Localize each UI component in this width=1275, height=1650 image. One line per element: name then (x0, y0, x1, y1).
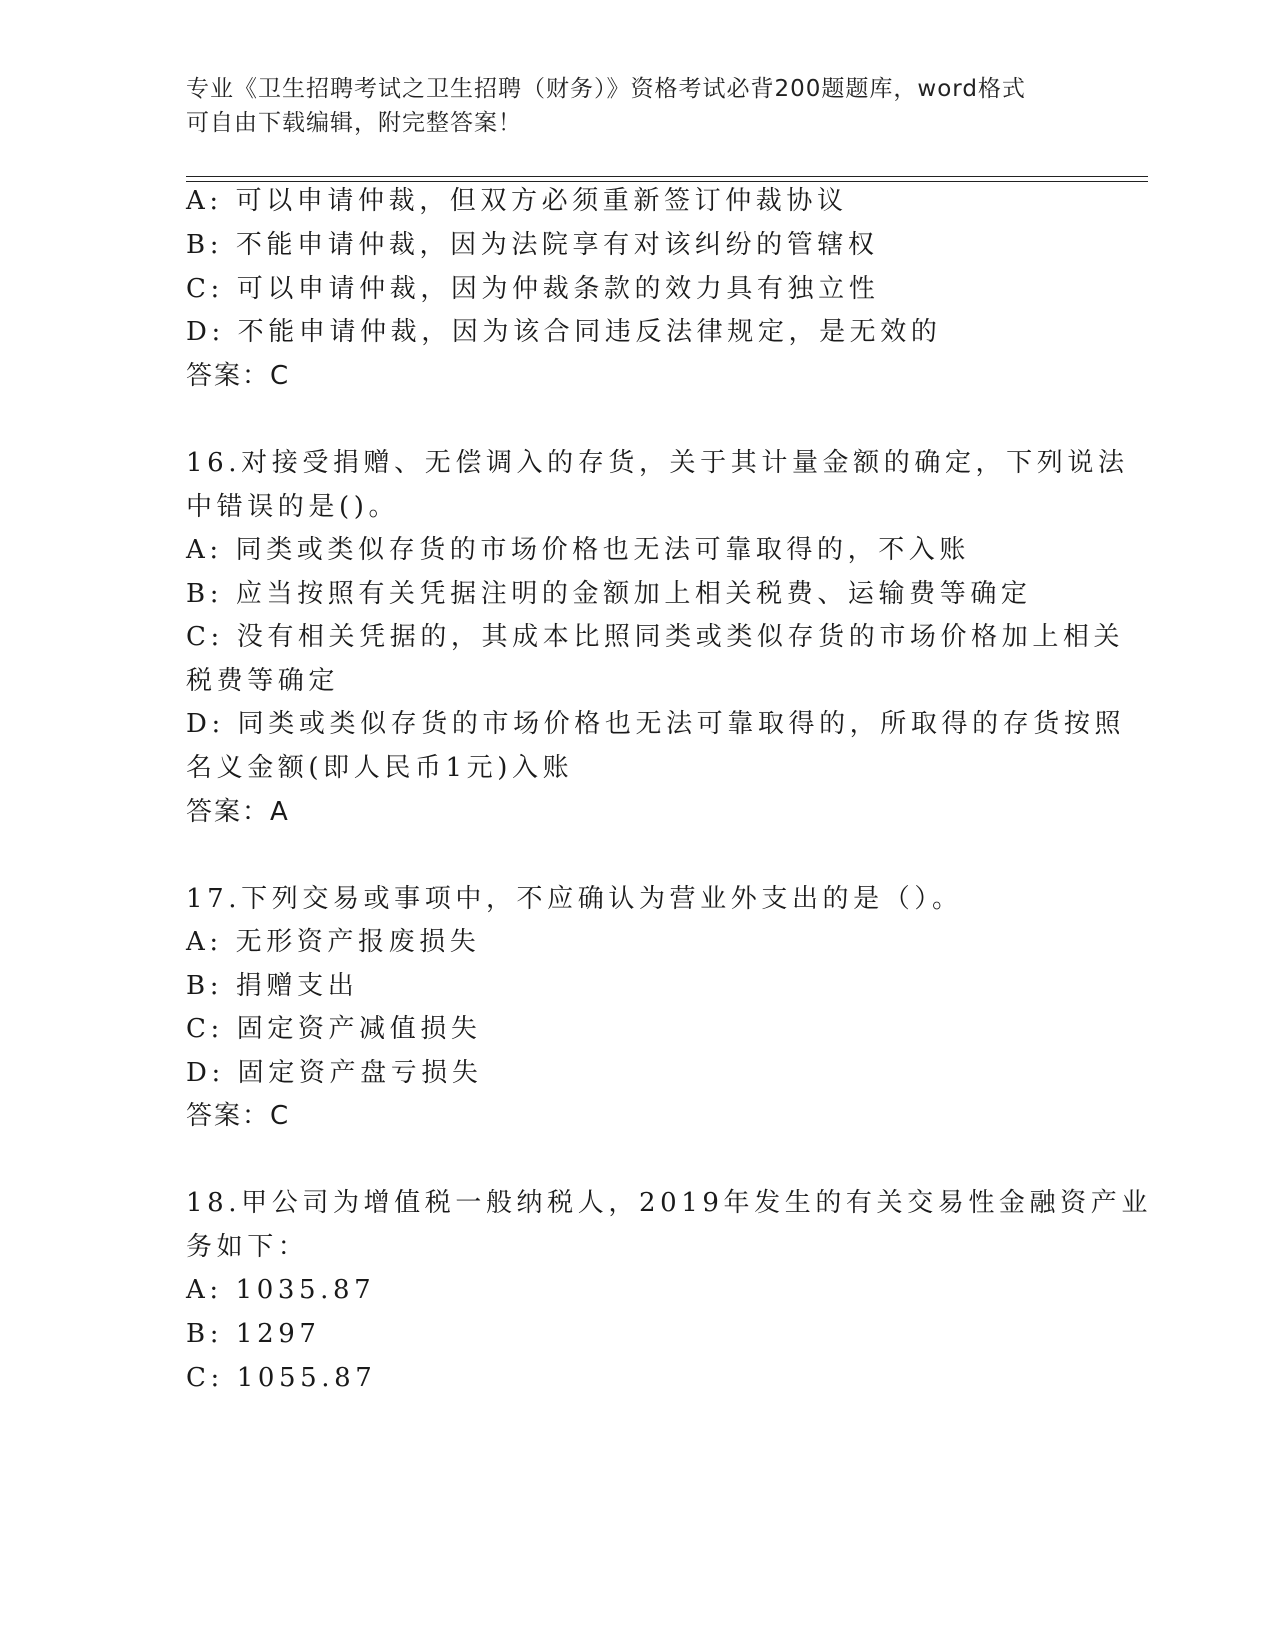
q17-option-a: A: 无形资产报废损失 (186, 927, 481, 957)
q16-stem-line-1: 16.对接受捐赠、无偿调入的存货，关于其计量金额的确定，下列说法 (186, 448, 1129, 478)
page-header (186, 72, 1086, 140)
header-title-line-1: 专业《卫生招聘考试之卫生招聘（财务）》资格考试必背200题题库，word格式 (186, 76, 1026, 102)
q16-option-a: A: 同类或类似存货的市场价格也无法可靠取得的，不入账 (186, 535, 971, 565)
q15-answer: 答案：C (186, 361, 291, 391)
q18-option-c: C: 1055.87 (186, 1363, 377, 1393)
q16-option-c: C: 没有相关凭据的，其成本比照同类或类似存货的市场价格加上相关 (186, 622, 1125, 652)
header-title-line-2: 可自由下载编辑，附完整答案！ (186, 110, 522, 136)
q18-stem-line-2: 务如下： (186, 1232, 309, 1262)
q17-stem-line-1: 17.下列交易或事项中，不应确认为营业外支出的是（）。 (186, 884, 963, 914)
q18-option-a: A: 1035.87 (186, 1275, 376, 1305)
header-divider-top (186, 176, 1148, 177)
q17-option-d: D: 固定资产盘亏损失 (186, 1058, 483, 1088)
q16-option-d: D: 同类或类似存货的市场价格也无法可靠取得的，所取得的存货按照 (186, 709, 1126, 739)
q17-option-b: B: 捐赠支出 (186, 971, 359, 1001)
q16-option-d-continued: 名义金额(即人民币1元)入账 (186, 753, 574, 783)
q15-option-d: D: 不能申请仲裁，因为该合同违反法律规定，是无效的 (186, 317, 942, 347)
q16-answer: 答案：A (186, 797, 290, 827)
q18-stem-line-1: 18.甲公司为增值税一般纳税人，2019年发生的有关交易性金融资产业 (186, 1188, 1152, 1218)
q15-option-c: C: 可以申请仲裁，因为仲裁条款的效力具有独立性 (186, 274, 880, 304)
q18-option-b: B: 1297 (186, 1319, 321, 1349)
q17-answer: 答案：C (186, 1101, 291, 1131)
q17-option-c: C: 固定资产减值损失 (186, 1014, 482, 1044)
q15-option-a: A: 可以申请仲裁，但双方必须重新签订仲裁协议 (186, 186, 848, 216)
q16-stem-line-2: 中错误的是()。 (186, 492, 400, 522)
q16-option-b: B: 应当按照有关凭据注明的金额加上相关税费、运输费等确定 (186, 579, 1032, 609)
q16-option-c-continued: 税费等确定 (186, 666, 340, 696)
q15-option-b: B: 不能申请仲裁，因为法院享有对该纠纷的管辖权 (186, 230, 879, 260)
